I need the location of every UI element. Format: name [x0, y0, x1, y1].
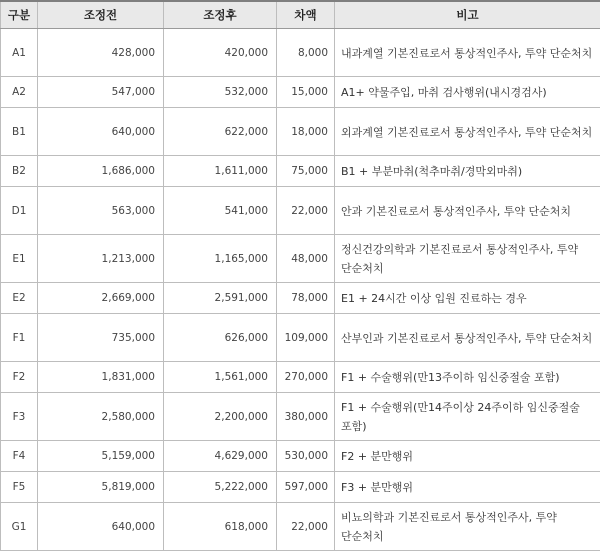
header-before-adjustment: 조정전 — [38, 1, 164, 29]
table-row — [1, 472, 600, 503]
row-before: 5,159,000 — [38, 441, 164, 472]
row-difference: 530,000 — [277, 441, 335, 472]
header-remarks: 비고 — [335, 1, 600, 29]
row-remarks: 내과계열 기본진료로서 통상적인주사, 투약 단순처치 — [335, 29, 600, 77]
row-before: 5,819,000 — [38, 472, 164, 503]
row-remarks: 산부인과 기본진료로서 통상적인주사, 투약 단순처치 — [335, 314, 600, 362]
row-code: A1 — [1, 29, 38, 77]
row-code: F4 — [1, 441, 38, 472]
table-row — [1, 393, 600, 441]
row-after: 626,000 — [164, 314, 277, 362]
row-before: 1,831,000 — [38, 362, 164, 393]
row-remarks: 안과 기본진료로서 통상적인주사, 투약 단순처치 — [335, 187, 600, 235]
row-before: 2,669,000 — [38, 283, 164, 314]
row-after: 1,561,000 — [164, 362, 277, 393]
row-remarks: 외과계열 기본진료로서 통상적인주사, 투약 단순처치 — [335, 108, 600, 156]
table-header-row — [1, 1, 600, 29]
table-row — [1, 187, 600, 235]
row-difference: 15,000 — [277, 77, 335, 108]
row-difference: 18,000 — [277, 108, 335, 156]
row-difference: 270,000 — [277, 362, 335, 393]
row-code: A2 — [1, 77, 38, 108]
table-row — [1, 441, 600, 472]
table-row — [1, 503, 600, 551]
row-difference: 380,000 — [277, 393, 335, 441]
row-before: 2,580,000 — [38, 393, 164, 441]
row-after: 2,200,000 — [164, 393, 277, 441]
row-after: 420,000 — [164, 29, 277, 77]
row-before: 640,000 — [38, 503, 164, 551]
row-remarks: F2 + 분만행위 — [335, 441, 600, 472]
row-after: 4,629,000 — [164, 441, 277, 472]
row-after: 622,000 — [164, 108, 277, 156]
row-code: B1 — [1, 108, 38, 156]
row-difference: 75,000 — [277, 156, 335, 187]
row-before: 640,000 — [38, 108, 164, 156]
row-after: 1,165,000 — [164, 235, 277, 283]
row-remarks: F1 + 수술행위(만14주이상 24주이하 임신중절술 포함) — [335, 393, 600, 441]
row-before: 428,000 — [38, 29, 164, 77]
row-code: D1 — [1, 187, 38, 235]
table-row — [1, 156, 600, 187]
row-after: 618,000 — [164, 503, 277, 551]
row-code: E2 — [1, 283, 38, 314]
row-after: 532,000 — [164, 77, 277, 108]
row-remarks: F3 + 분만행위 — [335, 472, 600, 503]
row-after: 1,611,000 — [164, 156, 277, 187]
row-difference: 22,000 — [277, 187, 335, 235]
row-remarks: B1 + 부분마취(척추마취/경막외마취) — [335, 156, 600, 187]
row-code: F1 — [1, 314, 38, 362]
row-remarks: F1 + 수술행위(만13주이하 임신중절술 포함) — [335, 362, 600, 393]
row-before: 547,000 — [38, 77, 164, 108]
row-code: G1 — [1, 503, 38, 551]
table-row — [1, 108, 600, 156]
header-after-adjustment: 조정후 — [164, 1, 277, 29]
row-difference: 109,000 — [277, 314, 335, 362]
table-row — [1, 283, 600, 314]
row-code: B2 — [1, 156, 38, 187]
row-before: 1,213,000 — [38, 235, 164, 283]
row-after: 5,222,000 — [164, 472, 277, 503]
header-difference: 차액 — [277, 1, 335, 29]
table-row — [1, 314, 600, 362]
table-row — [1, 29, 600, 77]
row-code: E1 — [1, 235, 38, 283]
row-remarks: A1+ 약물주입, 마취 검사행위(내시경검사) — [335, 77, 600, 108]
row-difference: 597,000 — [277, 472, 335, 503]
row-code: F2 — [1, 362, 38, 393]
table-row — [1, 362, 600, 393]
row-difference: 22,000 — [277, 503, 335, 551]
row-difference: 8,000 — [277, 29, 335, 77]
header-category: 구분 — [1, 1, 38, 29]
row-remarks: E1 + 24시간 이상 입원 진료하는 경우 — [335, 283, 600, 314]
row-code: F3 — [1, 393, 38, 441]
row-before: 563,000 — [38, 187, 164, 235]
row-before: 735,000 — [38, 314, 164, 362]
row-difference: 48,000 — [277, 235, 335, 283]
table-row — [1, 235, 600, 283]
row-before: 1,686,000 — [38, 156, 164, 187]
row-difference: 78,000 — [277, 283, 335, 314]
row-after: 2,591,000 — [164, 283, 277, 314]
table-row — [1, 77, 600, 108]
row-remarks: 정신건강의학과 기본진료로서 통상적인주사, 투약 단순처치 — [335, 235, 600, 283]
row-code: F5 — [1, 472, 38, 503]
row-after: 541,000 — [164, 187, 277, 235]
row-remarks: 비뇨의학과 기본진료로서 통상적인주사, 투약 단순처치 — [335, 503, 600, 551]
